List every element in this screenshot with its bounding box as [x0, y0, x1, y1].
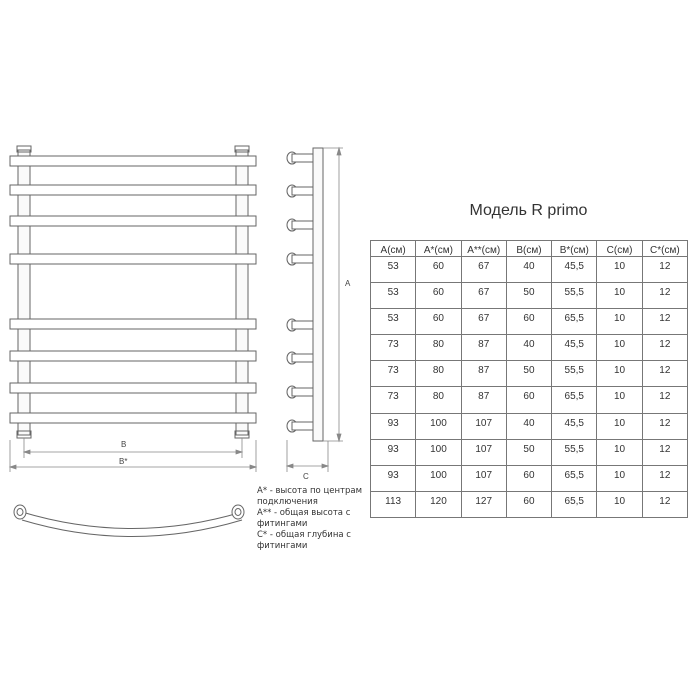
table-cell: 100	[416, 439, 461, 465]
side-rail	[313, 148, 323, 441]
dimension-a-label: A	[345, 279, 351, 288]
table-cell: 12	[642, 283, 687, 309]
notes	[257, 486, 367, 552]
bar-7	[10, 383, 256, 393]
table-cell: 12	[642, 439, 687, 465]
table-cell: 80	[416, 361, 461, 387]
table-cell: 55,5	[552, 283, 597, 309]
side-view	[313, 148, 343, 441]
table-cell: 40	[506, 335, 551, 361]
bar-end-5	[287, 319, 313, 331]
front-view	[10, 146, 256, 438]
table-row	[371, 465, 688, 491]
dimension-b-star-label: B*	[119, 457, 128, 466]
table-cell: 107	[461, 439, 506, 465]
table-cell: 10	[597, 309, 642, 335]
table-cell: 10	[597, 335, 642, 361]
table-cell: 87	[461, 361, 506, 387]
table-cell: 10	[597, 361, 642, 387]
bar-end-3	[287, 219, 313, 231]
table-row	[371, 361, 688, 387]
table-cell: 50	[506, 361, 551, 387]
table-row	[371, 309, 688, 335]
note-a-star: A* - высота по центрам подключения	[257, 486, 362, 507]
table-cell: 87	[461, 335, 506, 361]
table-cell: 45,5	[552, 335, 597, 361]
table-cell: 93	[371, 465, 416, 491]
bar-6	[10, 351, 256, 361]
top-view	[14, 505, 244, 537]
note-c-star: C* - общая глубина с фитингами	[257, 530, 351, 551]
table-cell: 53	[371, 257, 416, 283]
table-cell: 40	[506, 257, 551, 283]
bar-1	[10, 156, 256, 166]
table-cell: 12	[642, 413, 687, 439]
header-a-double-star: A**(см)	[461, 241, 506, 257]
table-cell: 55,5	[552, 439, 597, 465]
table-cell: 107	[461, 465, 506, 491]
table-body	[371, 257, 688, 518]
dimensions-table	[370, 240, 688, 518]
table-cell: 93	[371, 439, 416, 465]
table-cell: 12	[642, 465, 687, 491]
bar-end-2	[287, 185, 313, 197]
table-cell: 60	[416, 309, 461, 335]
table-row	[371, 413, 688, 439]
header-b-star: B*(см)	[552, 241, 597, 257]
table-cell: 65,5	[552, 387, 597, 413]
model-title: Модель R primo	[469, 202, 588, 219]
table-cell: 100	[416, 465, 461, 491]
table-cell: 45,5	[552, 413, 597, 439]
table-cell: 55,5	[552, 361, 597, 387]
table-cell: 60	[506, 309, 551, 335]
table-cell: 10	[597, 465, 642, 491]
dimension-c-label: C	[303, 472, 309, 481]
table-cell: 73	[371, 335, 416, 361]
table-cell: 12	[642, 387, 687, 413]
bar-end-7	[287, 386, 313, 398]
table-cell: 93	[371, 413, 416, 439]
table-cell: 73	[371, 361, 416, 387]
header-a: A(см)	[371, 241, 416, 257]
bar-end-6	[287, 352, 313, 364]
table-cell: 10	[597, 439, 642, 465]
dimension-b-star	[10, 440, 256, 472]
table-cell: 40	[506, 413, 551, 439]
table-cell: 12	[642, 491, 687, 517]
table-cell: 53	[371, 283, 416, 309]
table-cell: 65,5	[552, 309, 597, 335]
table-cell: 67	[461, 257, 506, 283]
dimension-b-label: B	[121, 440, 127, 449]
table-cell: 60	[506, 491, 551, 517]
table-row	[371, 257, 688, 283]
table-row	[371, 439, 688, 465]
table-cell: 60	[506, 387, 551, 413]
table-cell: 10	[597, 413, 642, 439]
table-cell: 80	[416, 335, 461, 361]
table-cell: 80	[416, 387, 461, 413]
bar-2	[10, 185, 256, 195]
table-cell: 127	[461, 491, 506, 517]
table-cell: 67	[461, 283, 506, 309]
table-cell: 120	[416, 491, 461, 517]
table-cell: 113	[371, 491, 416, 517]
dimension-a	[337, 148, 341, 441]
table-cell: 50	[506, 439, 551, 465]
header-c: C(см)	[597, 241, 642, 257]
table-cell: 60	[416, 257, 461, 283]
table-cell: 100	[416, 413, 461, 439]
bar-8	[10, 413, 256, 423]
bar-5	[10, 319, 256, 329]
table-row	[371, 283, 688, 309]
table-cell: 107	[461, 413, 506, 439]
table-cell: 65,5	[552, 465, 597, 491]
table-cell: 10	[597, 283, 642, 309]
header-b: B(см)	[506, 241, 551, 257]
table-cell: 12	[642, 257, 687, 283]
table-cell: 10	[597, 491, 642, 517]
table-cell: 10	[597, 387, 642, 413]
table-cell: 10	[597, 257, 642, 283]
table-cell: 12	[642, 309, 687, 335]
bar-4	[10, 254, 256, 264]
note-a-double-star: A** - общая высота с фитингами	[257, 508, 351, 529]
table-cell: 50	[506, 283, 551, 309]
table-cell: 53	[371, 309, 416, 335]
table-cell: 87	[461, 387, 506, 413]
table-cell: 45,5	[552, 257, 597, 283]
header-a-star: A*(см)	[416, 241, 461, 257]
bar-3	[10, 216, 256, 226]
table-row	[371, 335, 688, 361]
table-row	[371, 491, 688, 517]
header-c-star: C*(см)	[642, 241, 687, 257]
table-cell: 60	[416, 283, 461, 309]
table-cell: 12	[642, 361, 687, 387]
table-cell: 12	[642, 335, 687, 361]
side-view-bar-ends	[287, 152, 313, 432]
dimension-c	[287, 440, 328, 472]
table-cell: 65,5	[552, 491, 597, 517]
table-row	[371, 387, 688, 413]
table-cell: 73	[371, 387, 416, 413]
bar-end-8	[287, 420, 313, 432]
table-cell: 67	[461, 309, 506, 335]
table-cell: 60	[506, 465, 551, 491]
bar-end-4	[287, 253, 313, 265]
dimension-b	[24, 438, 242, 458]
table-header-row	[371, 241, 688, 257]
bar-end-1	[287, 152, 313, 164]
